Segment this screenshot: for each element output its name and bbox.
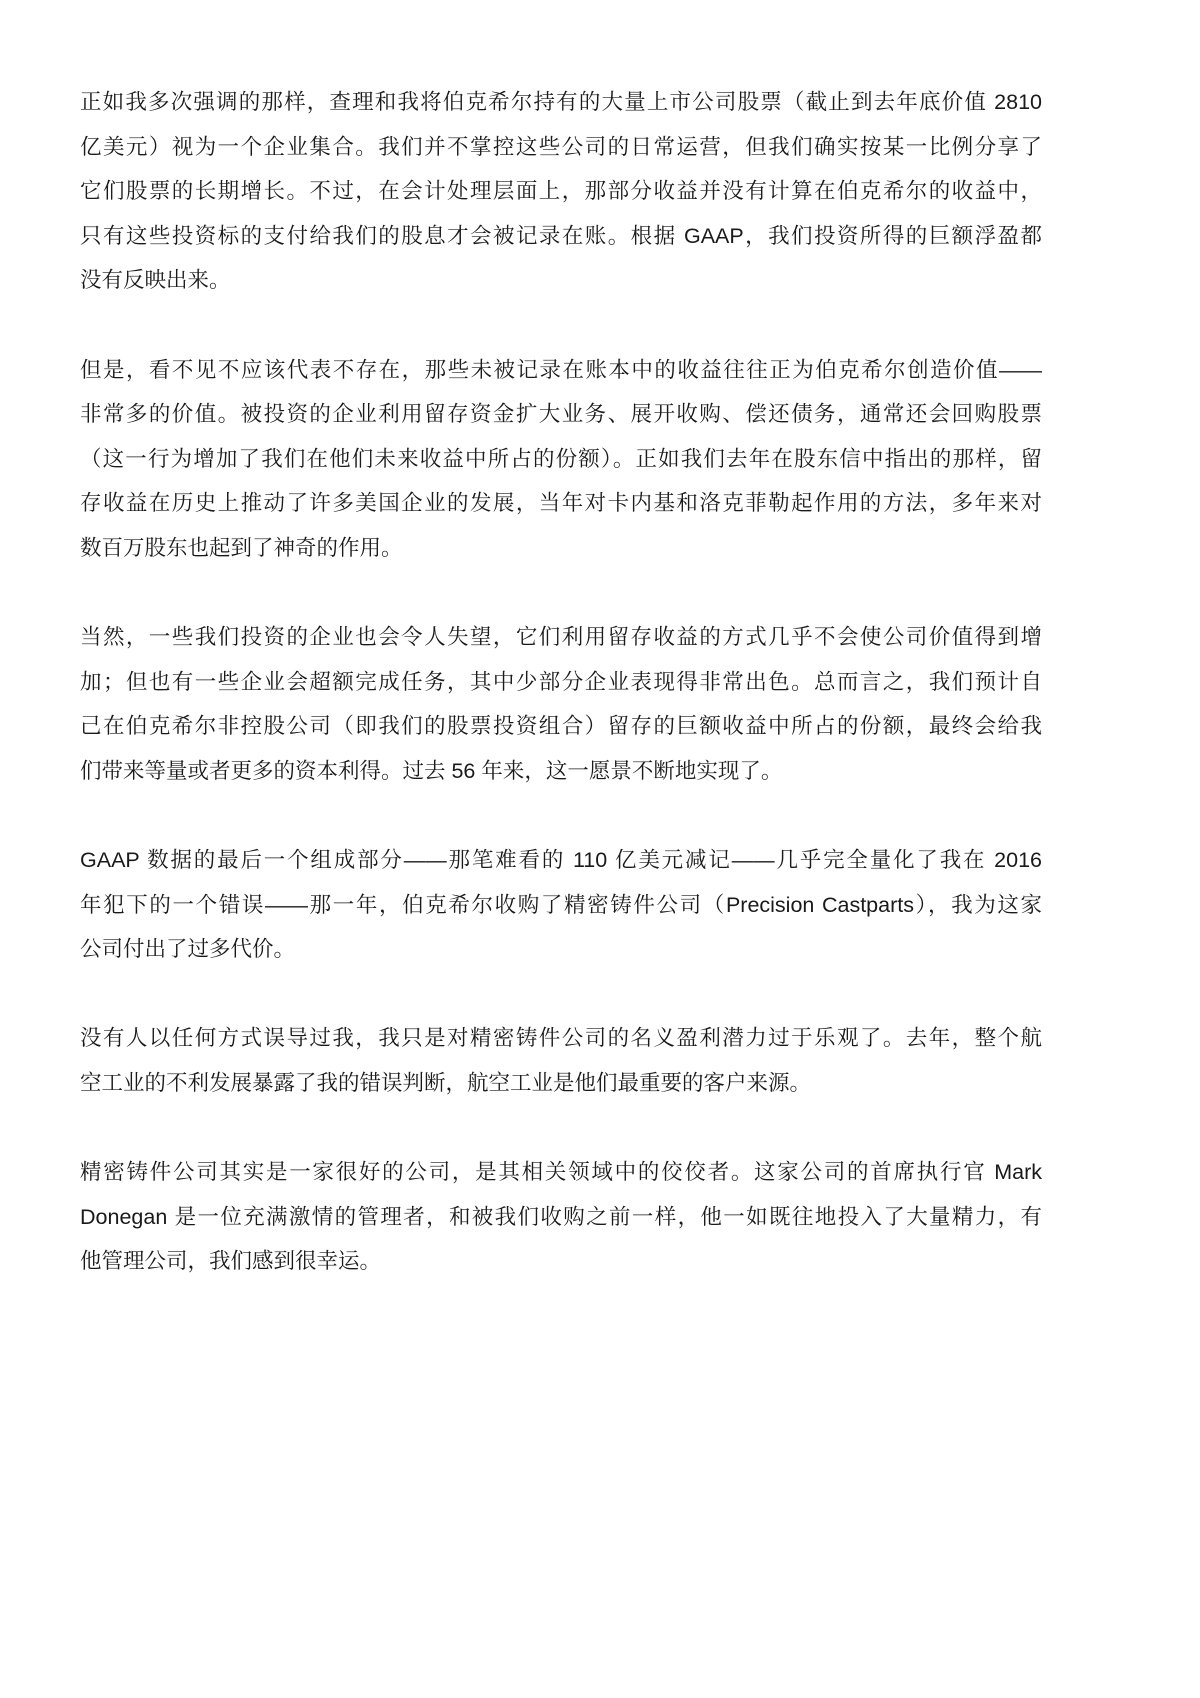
paragraph xyxy=(80,348,1042,571)
text-line: GAAP 数据的最后一个组成部分——那笔难看的 110 亿美元减记——几乎完全量化了我在 2016 xyxy=(80,848,1042,873)
text-line: 存收益在历史上推动了许多美国企业的发展，当年对卡内基和洛克菲勒起作用的方法，多年来对 xyxy=(80,491,1042,516)
text-line: 正如我多次强调的那样，查理和我将伯克希尔持有的大量上市公司股票（截止到去年底价值 2810 xyxy=(80,90,1042,114)
paragraph xyxy=(80,80,1042,303)
text-line: 没有反映出来。 xyxy=(80,268,231,293)
text-line: 但是，看不见不应该代表不存在，那些未被记录在账本中的收益往往正为伯克希尔创造价值—— xyxy=(80,357,1042,382)
text-line: 加；但也有一些企业会超额完成任务，其中少部分企业表现得非常出色。总而言之，我们预计自 xyxy=(80,669,1042,694)
text-line: Donegan 是一位充满激情的管理者，和被我们收购之前一样，他一如既往地投入了大量精力，有 xyxy=(80,1204,1042,1229)
text-line: 精密铸件公司其实是一家很好的公司，是其相关领域中的佼佼者。这家公司的首席执行官 Mark xyxy=(80,1160,1042,1185)
paragraph xyxy=(80,1016,1042,1105)
text-line: 亿美元）视为一个企业集合。我们并不掌控这些公司的日常运营，但我们确实按某一比例分享了 xyxy=(80,134,1042,159)
paragraph xyxy=(80,615,1042,793)
text-line: 非常多的价值。被投资的企业利用留存资金扩大业务、展开收购、偿还债务，通常还会回购股票 xyxy=(80,402,1042,427)
text-line: （这一行为增加了我们在他们未来收益中所占的份额）。正如我们去年在股东信中指出的那样，留 xyxy=(80,446,1042,471)
document-body xyxy=(80,80,1042,1329)
text-line: 己在伯克希尔非控股公司（即我们的股票投资组合）留存的巨额收益中所占的份额，最终会给我 xyxy=(80,714,1042,739)
text-line: 们带来等量或者更多的资本利得。过去 56 年来，这一愿景不断地实现了。 xyxy=(80,758,783,783)
text-line: 年犯下的一个错误——那一年，伯克希尔收购了精密铸件公司（Precision Castparts），我为这家 xyxy=(80,892,1042,917)
text-line: 公司付出了过多代价。 xyxy=(80,937,296,962)
text-line: 空工业的不利发展暴露了我的错误判断，航空工业是他们最重要的客户来源。 xyxy=(80,1071,812,1096)
text-line: 他管理公司，我们感到很幸运。 xyxy=(80,1249,382,1274)
text-line: 只有这些投资标的支付给我们的股息才会被记录在账。根据 GAAP，我们投资所得的巨额浮盈都 xyxy=(80,223,1042,248)
paragraph xyxy=(80,1150,1042,1284)
paragraph xyxy=(80,838,1042,972)
text-line: 它们股票的长期增长。不过，在会计处理层面上，那部分收益并没有计算在伯克希尔的收益中， xyxy=(80,179,1042,204)
text-line: 数百万股东也起到了神奇的作用。 xyxy=(80,535,403,560)
text-line: 没有人以任何方式误导过我，我只是对精密铸件公司的名义盈利潜力过于乐观了。去年，整个航 xyxy=(80,1026,1042,1051)
text-line: 当然，一些我们投资的企业也会令人失望，它们利用留存收益的方式几乎不会使公司价值得到增 xyxy=(80,625,1042,650)
